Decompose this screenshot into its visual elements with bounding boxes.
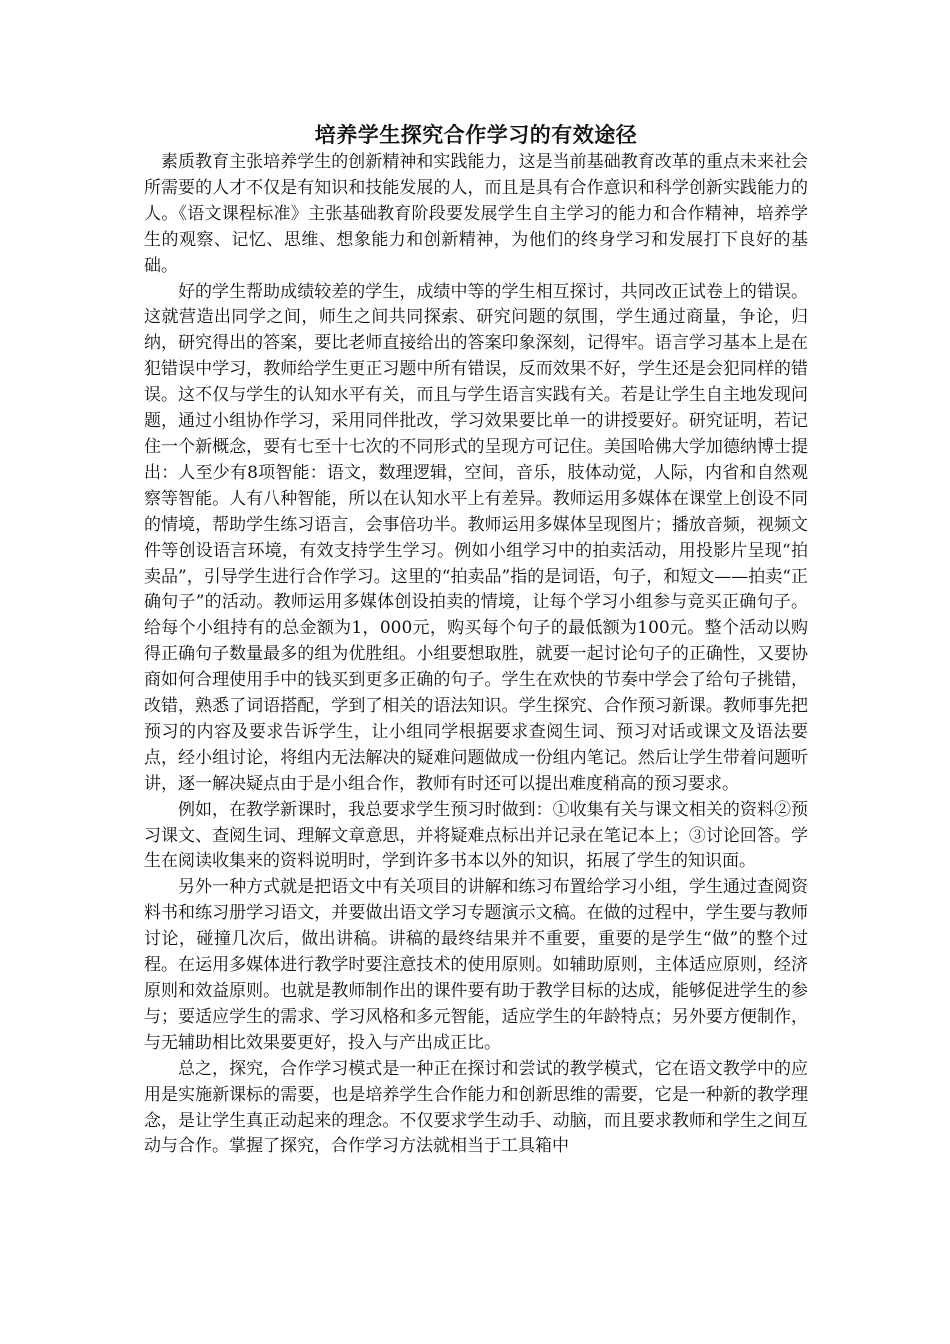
paragraph-intro: 素质教育主张培养学生的创新精神和实践能力，这是当前基础教育改革的重点未来社会所需要的人才不仅是有知识和技能发展的人，而且是具有合作意识和科学创新实践能力的人。《语文课程标准》主张基础教育阶段要发展学生自主学习的能力和合作精神，培养学生的观察、记忆、思维、想象能力和创新精神，为他们的终身学习和发展打下良好的基础。: [144, 152, 808, 276]
paragraph-cooperative-learning: 好的学生帮助成绩较差的学生，成绩中等的学生相互探讨，共同改正试卷上的错误。这就营造出同学之间，师生之间共同探索、研究问题的氛围，学生通过商量，争论，归纳，研究得出的答案，要比老师直接给出的答案印象深刻，记得牢。语言学习基本上是在犯错误中学习，教师给学生更正习题中所有错误，反而效果不好，学生还是会犯同样的错误。这不仅与学生的认知水平有关，而且与学生语言实践有关。若是让学生自主地发现问题，通过小组协作学习，采用同伴批改，学习效果要比单一的讲授要好。研究证明，若记住一个新概念，要有七至十七次的不同形式的呈现方可记住。美国哈佛大学加德纳博士提出：人至少有8项智能：语文，数理逻辑，空间，音乐，肢体动觉，人际，内省和自然观察等智能。人有八种智能，所以在认知水平上有差异。教师运用多媒体在课堂上创设不同的情境，帮助学生练习语言，会事倍功半。教师运用多媒体呈现图片；播放音频，视频文件等创设语言环境，有效支持学生学习。例如小组学习中的拍卖活动，用投影片呈现“拍卖品”，引导学生进行合作学习。这里的“拍卖品”指的是词语，句子，和短文——拍卖“正确句子”的活动。教师运用多媒体创设拍卖的情境，让每个学习小组参与竞买正确句子。给每个小组持有的总金额为1，000元，购买每个句子的最低额为100元。整个活动以购得正确句子数量最多的组为优胜组。小组要想取胜，就要一起讨论句子的正确性，又要协商如何合理使用手中的钱买到更多正确的句子。学生在欢快的节奏中学会了给句子挑错，改错，熟悉了词语搭配，学到了相关的语法知识。学生探究、合作预习新课。教师事先把预习的内容及要求告诉学生，让小组同学根据要求查阅生词、预习对话或课文及语法要点，经小组讨论，将组内无法解决的疑难问题做成一份组内笔记。然后让学生带着问题听讲，逐一解决疑点由于是小组合作，教师有时还可以提出难度稍高的预习要求。: [144, 281, 808, 794]
paragraph-preview-example: 例如，在教学新课时，我总要求学生预习时做到：①收集有关与课文相关的资料②预习课文、查阅生词、理解文章意思，并将疑难点标出并记录在笔记本上；③讨论回答。学生在阅读收集来的资料说明时，学到许多书本以外的知识，拓展了学生的知识面。: [144, 799, 808, 872]
document-body: [144, 120, 808, 1160]
paragraph-group-projects: 另外一种方式就是把语文中有关项目的讲解和练习布置给学习小组，学生通过查阅资料书和练习册学习语文，并要做出语文学习专题演示文稿。在做的过程中，学生要与教师讨论，碰撞几次后，做出讲稿。讲稿的最终结果并不重要，重要的是学生“做”的整个过程。在运用多媒体进行教学时要注意技术的使用原则。如辅助原则，主体适应原则，经济原则和效益原则。也就是教师制作出的课件要有助于教学目标的达成，能够促进学生的参与；要适应学生的需求、学习风格和多元智能，适应学生的年龄特点；另外要方便制作，与无辅助相比效果要更好，投入与产出成正比。: [144, 877, 808, 1053]
paragraph-conclusion: 总之，探究，合作学习模式是一种正在探讨和尝试的教学模式，它在语文教学中的应用是实施新课标的需要，也是培养学生合作能力和创新思维的需要，它是一种新的教学理念，是让学生真正动起来的理念。不仅要求学生动手、动脑，而且要求教师和学生之间互动与合作。掌握了探究，合作学习方法就相当于工具箱中: [144, 1058, 808, 1157]
document-title: 培养学生探究合作学习的有效途径: [314, 122, 638, 147]
